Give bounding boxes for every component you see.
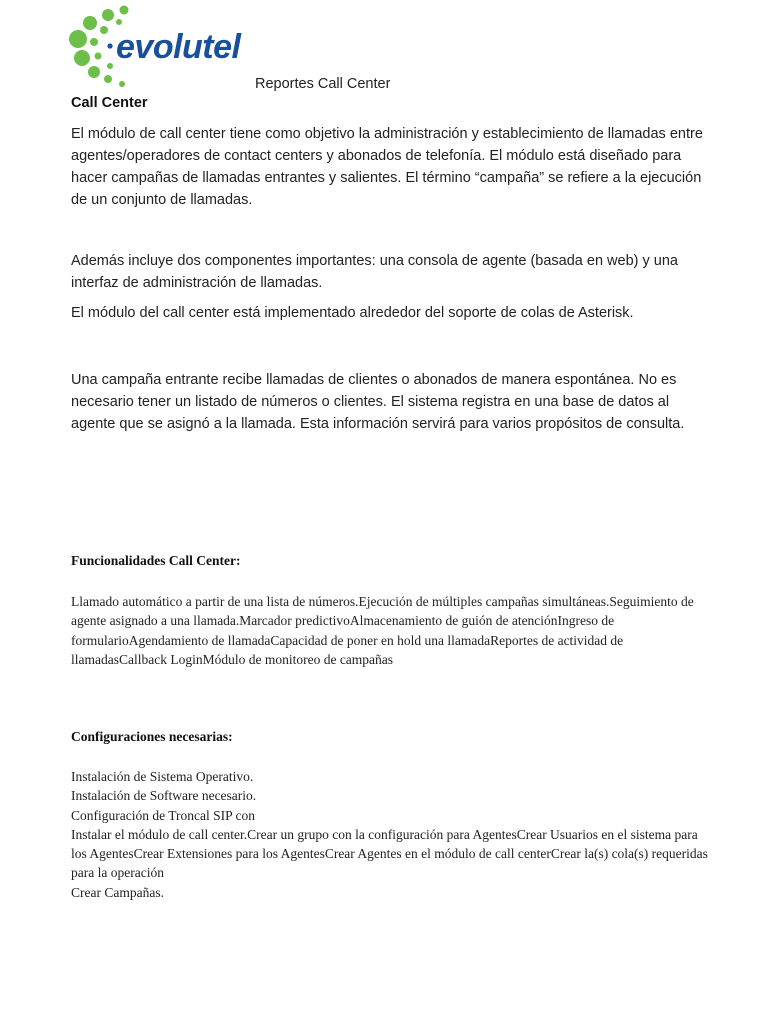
config-item: Instalación de Software necesario.: [71, 788, 257, 804]
configuraciones-list: [71, 767, 711, 902]
config-item: Configuración de Troncal SIP con: [71, 807, 255, 823]
paragraph-components: Además incluye dos componentes importantes: una consola de agente (basada en web) y una interfaz de administración de llamadas.: [71, 253, 678, 291]
evolutel-logo: [64, 2, 264, 90]
brand-name: evolutel: [116, 28, 241, 66]
config-item: Instalación de Sistema Operativo.: [71, 769, 254, 784]
section-heading: Call Center: [71, 95, 148, 111]
configuraciones-heading: Configuraciones necesarias:: [71, 729, 233, 744]
paragraph-asterisk: El módulo del call center está implementado alrededor del soporte de colas de Asterisk.: [71, 305, 634, 321]
funcionalidades-text: Llamado automático a partir de una lista de números.Ejecución de múltiples campañas simultáneas.Seguimiento de agente asignado a una llamada.Marcador predictivoAlmacenamiento de guión de atenciónIngreso de formularioAgendamiento de llamadaCapacidad de poner en hold una llamadaReportes de actividad de llamadasCallback LoginMódulo de monitoreo de campañas: [71, 594, 694, 667]
config-item: Instalar el módulo de call center.Crear un grupo con la configuración para AgentesCrear Usuarios en el sistema para los AgentesCrear Extensiones para los AgentesCrear Agentes en el módulo de call centerCrear la(s) cola(s) requeridas para la operación: [71, 826, 708, 881]
paragraph-inbound-campaign: Una campaña entrante recibe llamadas de clientes o abonados de manera espontánea. No es necesario tener un listado de números o clientes. El sistema registra en una base de datos al agente que se asignó a la llamada. Esta información servirá para varios propósitos de consulta.: [71, 372, 685, 432]
funcionalidades-heading: Funcionalidades Call Center:: [71, 553, 241, 568]
paragraph-intro: El módulo de call center tiene como objetivo la administración y establecimiento de llamadas entre agentes/operadores de contact centers y abonados de telefonía. El módulo está diseñado para hacer campañas de llamadas entrantes y salientes. El término “campaña” se refiere a la ejecución de un conjunto de llamadas.: [71, 126, 703, 208]
config-item: Crear Campañas.: [71, 884, 164, 900]
document-title: Reportes Call Center: [255, 76, 391, 92]
